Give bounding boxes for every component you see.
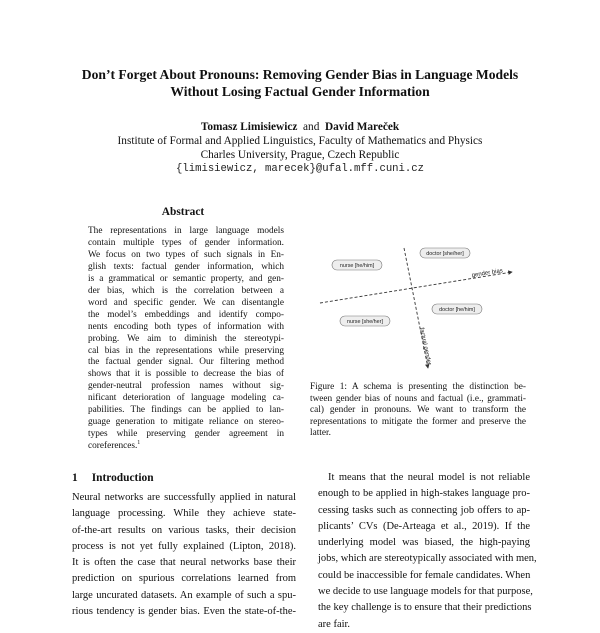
- abstract-line: guage generation to mitigate reliance on stereo-: [88, 417, 284, 428]
- section-number: 1: [72, 472, 78, 484]
- caption-line: Figure 1: A schema is presenting the distinction be-: [310, 382, 526, 392]
- section-title: Introduction: [91, 472, 154, 484]
- body-line: are fair.: [318, 618, 351, 630]
- author-names: [40, 120, 560, 134]
- body-line: the key challenge is to ensure that their predictions: [318, 602, 532, 614]
- pill-label: doctor [he/him]: [439, 307, 475, 314]
- intro-line: of-the-art results on various tasks, their decision: [72, 524, 296, 536]
- footnote-mark: 1: [137, 440, 141, 447]
- abstract-line: glish texts: factual gender information, which: [88, 261, 284, 272]
- abstract-line: types while preserving gender agreement in: [88, 429, 284, 440]
- abstract-line: cal bias in the representations while preserving: [88, 345, 284, 356]
- abstract-line: gender-neutral profession names without sig-: [88, 381, 284, 392]
- body-line: It means that the neural model is not reliable: [328, 472, 530, 483]
- body-line: we decide to use language models for that purpose,: [318, 586, 533, 598]
- pill-doctor-she: [420, 248, 470, 258]
- intro-line: rious tendency is gender bias. Even the state-of-the-: [72, 606, 296, 618]
- abstract-last-line: [88, 441, 284, 453]
- intro-line: language processing. While they achieve state-: [72, 508, 296, 520]
- body-line: enough to be applied in high-stakes language pro-: [318, 488, 530, 500]
- pill-nurse-she: [340, 316, 390, 326]
- intro-line: It is often the case that neural networks base their: [72, 557, 296, 569]
- abstract-line: probing. We aim to diminish the stereotypi-: [88, 333, 284, 344]
- pill-doctor-he: [432, 304, 482, 314]
- abstract-line: shows that it is possible to decrease the bias of: [88, 369, 284, 380]
- abstract-line: nents encoding both types of information with: [88, 321, 284, 332]
- affiliation-line: Institute of Formal and Applied Linguistics, Faculty of Mathematics and Physics: [117, 135, 483, 147]
- caption-line: tween gender bias of nouns and factual (i.e., grammati-: [310, 393, 526, 404]
- pill-label: nurse [he/him]: [339, 263, 375, 270]
- introduction-text: [72, 490, 296, 620]
- affiliation-line: Charles University, Prague, Czech Republic: [200, 149, 400, 161]
- abstract-line: The representations in large language models: [88, 226, 284, 236]
- intro-line: Neural networks are successfully applied in natural: [72, 492, 296, 503]
- caption-line: cal) gender in pronouns. We want to transform the: [310, 405, 526, 416]
- pill-label: doctor [she/her]: [426, 251, 464, 258]
- intro-line: prediction on spurious correlations learned from: [72, 573, 296, 585]
- right-column-text: [318, 470, 537, 633]
- abstract-line: pabilities. The findings can be applied to lan-: [88, 405, 284, 416]
- author-connector: and: [303, 121, 320, 133]
- author-1: Tomasz Limisiewicz: [200, 121, 298, 133]
- abstract-line: word and specific gender. We can disentangle: [88, 297, 284, 308]
- figure-1-caption: [310, 382, 526, 440]
- caption-line: latter.: [310, 428, 331, 439]
- section-heading-introduction: [72, 472, 154, 484]
- body-line: underlying model was biased, the high-paying: [318, 537, 530, 549]
- abstract-text: [88, 226, 284, 453]
- body-line: jobs, which are stereotypically associated with men,: [318, 553, 537, 565]
- author-email: {limisiewicz, marecek}@ufal.mff.cuni.cz: [176, 163, 424, 175]
- paper-title: [40, 66, 560, 100]
- intro-line: process is not yet fully explained (Lipton, 2018).: [72, 540, 296, 552]
- title-line: Without Losing Factual Gender Information: [170, 84, 430, 99]
- abstract-last-text: coreferences.: [88, 441, 138, 452]
- title-line: Don’t Forget About Pronouns: Removing Gender Bias in Language Models: [81, 67, 519, 82]
- figure-1-schema: [306, 236, 528, 380]
- gender-bias-axis-label: gender bias: [471, 268, 504, 279]
- pill-nurse-he: [332, 260, 382, 270]
- abstract-line: der bias, which is the correlation between a: [88, 285, 284, 296]
- abstract-line: nificant deterioration of language modeling ca-: [88, 393, 284, 404]
- pill-label: nurse [she/her]: [347, 319, 383, 326]
- abstract-line: contain multiple types of gender information.: [88, 237, 284, 248]
- factual-gender-axis-label: factual gender: [418, 327, 432, 366]
- body-line: could be inaccessible for female candidates. When: [318, 569, 531, 581]
- body-line: plicants’ CVs (De-Arteaga et al., 2019). If the: [318, 520, 530, 532]
- intro-line: large uncurated datasets. An example of such a spu-: [72, 589, 296, 601]
- abstract-line: the model’s embeddings and identify compo-: [88, 309, 284, 320]
- abstract-heading: Abstract: [161, 206, 205, 218]
- author-2: David Mareček: [325, 121, 400, 133]
- abstract-line: the factual gender signal. Our filtering method: [88, 357, 284, 368]
- author-block: [40, 120, 560, 176]
- body-line: cessing tasks such as connecting job offers to ap-: [318, 504, 530, 516]
- abstract-line: is a grammatical or semantic property, and gen-: [88, 273, 284, 284]
- caption-line: representations to mitigate the former and preserve the: [310, 416, 526, 427]
- abstract-line: We focus on two types of such signals in En-: [88, 249, 284, 260]
